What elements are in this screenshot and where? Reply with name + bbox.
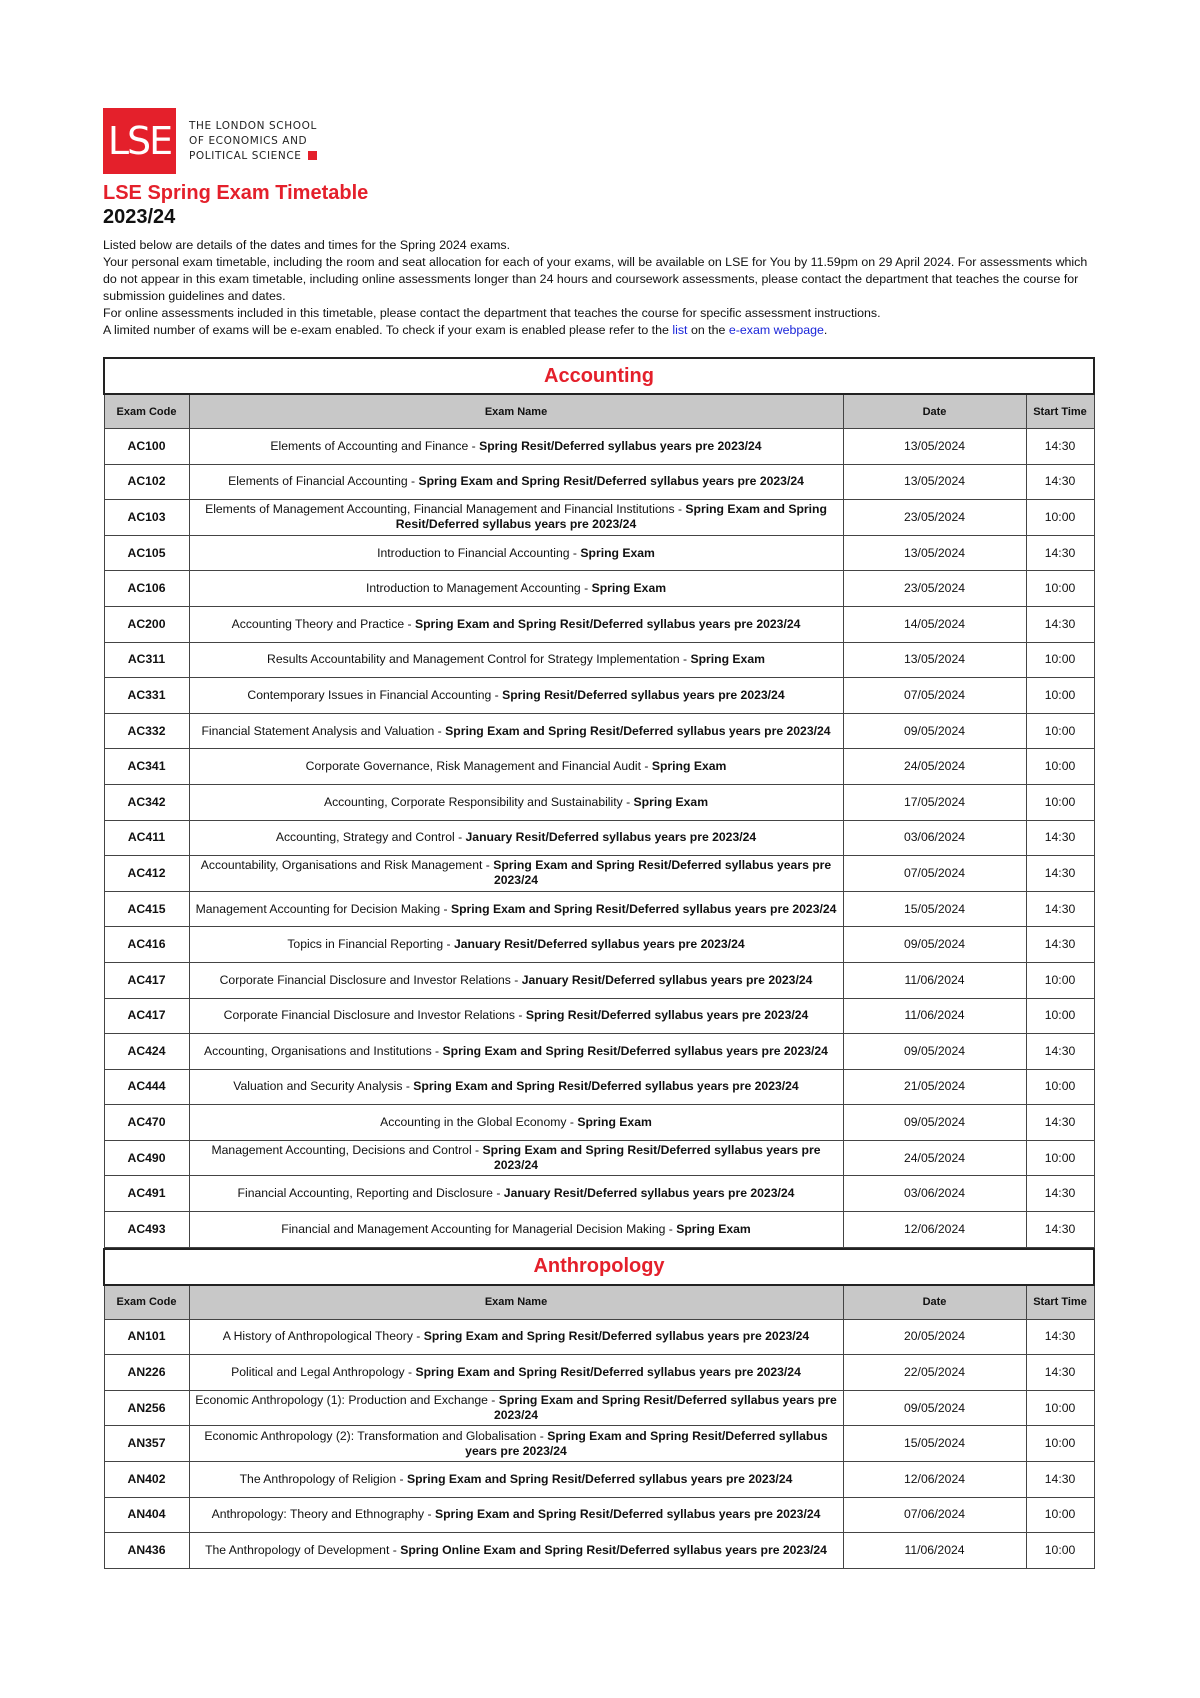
exam-date: 23/05/2024 bbox=[843, 500, 1026, 536]
exam-name: Corporate Governance, Risk Management and Financial Audit bbox=[305, 759, 641, 774]
exam-name-cell: Accounting in the Global Economy - Spring Exam bbox=[189, 1105, 843, 1141]
exam-name-cell: Elements of Accounting and Finance - Spring Resit/Deferred syllabus years pre 2023/24 bbox=[189, 429, 843, 465]
exam-code: AC106 bbox=[104, 571, 189, 607]
exam-start-time: 10:00 bbox=[1026, 1390, 1094, 1426]
exam-code: AC103 bbox=[104, 500, 189, 536]
table-row bbox=[104, 1212, 1094, 1248]
exam-name: Financial Accounting, Reporting and Disclosure bbox=[237, 1186, 493, 1201]
column-header-row bbox=[104, 1285, 1094, 1320]
exam-name: Accounting, Corporate Responsibility and Sustainability bbox=[323, 794, 623, 809]
exam-name: The Anthropology of Development bbox=[205, 1543, 390, 1558]
exam-name-cell: Contemporary Issues in Financial Accounting - Spring Resit/Deferred syllabus years pre 2023/24 bbox=[189, 678, 843, 714]
logo-line: THE LONDON SCHOOL bbox=[189, 119, 317, 132]
table-row bbox=[104, 1462, 1094, 1498]
exam-name: Accounting in the Global Economy bbox=[380, 1115, 567, 1130]
exam-start-time: 14:30 bbox=[1026, 891, 1094, 927]
exam-type: Spring Resit/Deferred syllabus years pre 2023/24 bbox=[525, 1008, 809, 1023]
exam-type: Spring Exam and Spring Resit/Deferred syllabus years pre 2023/24 bbox=[442, 1043, 828, 1058]
table-row bbox=[104, 1355, 1094, 1391]
exam-table bbox=[103, 357, 1095, 1248]
table-row bbox=[104, 1069, 1094, 1105]
table-row bbox=[104, 962, 1094, 998]
logo-mark: LSE bbox=[103, 108, 176, 174]
exam-start-time: 14:30 bbox=[1026, 1105, 1094, 1141]
exam-name: Corporate Financial Disclosure and Investor Relations bbox=[223, 1008, 515, 1023]
intro-line: Your personal exam timetable, including the room and seat allocation for each of your exams, will be available on LSE for You by 11.59pm on 29 April 2024. For assessments which do not appear in this exam timetable, including online assessments longer than 24 hours and coursework assessments, please contact the department that teaches the course for submission guidelines and dates. bbox=[103, 255, 1088, 303]
table-row bbox=[104, 1140, 1094, 1176]
exam-type: January Resit/Deferred syllabus years pre 2023/24 bbox=[465, 830, 757, 845]
table-row bbox=[104, 998, 1094, 1034]
exam-date: 24/05/2024 bbox=[843, 1140, 1026, 1176]
exam-date: 14/05/2024 bbox=[843, 606, 1026, 642]
exam-name: Accountability, Organisations and Risk Management bbox=[200, 858, 483, 873]
intro-text bbox=[103, 237, 1093, 339]
exam-name-cell: Anthropology: Theory and Ethnography - Spring Exam and Spring Resit/Deferred syllabus years pre 2023/24 bbox=[189, 1497, 843, 1533]
table-row bbox=[104, 856, 1094, 892]
exam-type: Spring Exam and Spring Resit/Deferred syllabus years pre 2023/24 bbox=[493, 858, 832, 888]
exam-date: 24/05/2024 bbox=[843, 749, 1026, 785]
section-anthropology bbox=[103, 1248, 1093, 1569]
exam-name: Valuation and Security Analysis bbox=[233, 1079, 403, 1094]
exam-code: AC200 bbox=[104, 606, 189, 642]
exam-code: AC100 bbox=[104, 429, 189, 465]
exam-code: AC331 bbox=[104, 678, 189, 714]
exam-type: Spring Exam and Spring Resit/Deferred syllabus years pre 2023/24 bbox=[414, 616, 801, 631]
exam-date: 12/06/2024 bbox=[843, 1212, 1026, 1248]
exam-name-cell: Management Accounting for Decision Making - Spring Exam and Spring Resit/Deferred syllabus years pre 2023/24 bbox=[189, 891, 843, 927]
table-row bbox=[104, 1319, 1094, 1355]
exam-start-time: 10:00 bbox=[1026, 962, 1094, 998]
exam-date: 11/06/2024 bbox=[843, 998, 1026, 1034]
exam-name-cell: Financial Statement Analysis and Valuation - Spring Exam and Spring Resit/Deferred syllabus years pre 2023/24 bbox=[189, 713, 843, 749]
exam-type: January Resit/Deferred syllabus years pre 2023/24 bbox=[503, 1186, 795, 1201]
exam-name-cell: Financial Accounting, Reporting and Disclosure - January Resit/Deferred syllabus years pre 2023/24 bbox=[189, 1176, 843, 1212]
intro-text-span: on the bbox=[687, 323, 729, 337]
exam-name: Introduction to Management Accounting bbox=[365, 581, 581, 596]
exam-start-time: 14:30 bbox=[1026, 464, 1094, 500]
exam-name-cell: Elements of Financial Accounting - Spring Exam and Spring Resit/Deferred syllabus years pre 2023/24 bbox=[189, 464, 843, 500]
exam-type: Spring Exam and Spring Resit/Deferred syllabus years pre 2023/24 bbox=[493, 1393, 837, 1423]
exam-name: Economic Anthropology (2): Transformation and Globalisation bbox=[204, 1428, 537, 1443]
exam-code: AC342 bbox=[104, 784, 189, 820]
table-row bbox=[104, 820, 1094, 856]
exam-type: Spring Exam bbox=[591, 581, 667, 596]
exam-date: 20/05/2024 bbox=[843, 1319, 1026, 1355]
exam-code: AC105 bbox=[104, 535, 189, 571]
table-row bbox=[104, 464, 1094, 500]
exam-code: AC411 bbox=[104, 820, 189, 856]
exam-start-time: 10:00 bbox=[1026, 749, 1094, 785]
exam-type: Spring Exam and Spring Resit/Deferred syllabus years pre 2023/24 bbox=[482, 1143, 821, 1173]
exam-date: 21/05/2024 bbox=[843, 1069, 1026, 1105]
exam-date: 13/05/2024 bbox=[843, 535, 1026, 571]
exam-type: Spring Exam and Spring Resit/Deferred syllabus years pre 2023/24 bbox=[406, 1471, 793, 1486]
exam-name-cell: Accounting, Organisations and Institutions - Spring Exam and Spring Resit/Deferred syllabus years pre 2023/24 bbox=[189, 1034, 843, 1070]
exam-start-time: 14:30 bbox=[1026, 927, 1094, 963]
exam-date: 11/06/2024 bbox=[843, 1533, 1026, 1569]
logo-line bbox=[189, 149, 317, 164]
exam-code: AC470 bbox=[104, 1105, 189, 1141]
table-row bbox=[104, 1533, 1094, 1569]
exam-date: 09/05/2024 bbox=[843, 1390, 1026, 1426]
intro-line: For online assessments included in this timetable, please contact the department that teaches the course for specific assessment instructions. bbox=[103, 306, 881, 320]
table-row bbox=[104, 891, 1094, 927]
exam-name: Management Accounting, Decisions and Control bbox=[211, 1143, 472, 1158]
table-row bbox=[104, 678, 1094, 714]
exam-date: 13/05/2024 bbox=[843, 464, 1026, 500]
exam-code: AC341 bbox=[104, 749, 189, 785]
col-header-time: Start Time bbox=[1026, 394, 1094, 429]
table-row bbox=[104, 784, 1094, 820]
exam-start-time: 14:30 bbox=[1026, 535, 1094, 571]
timetable-sections bbox=[103, 357, 1093, 1569]
exam-name: Elements of Financial Accounting bbox=[228, 474, 408, 489]
exam-code: AC311 bbox=[104, 642, 189, 678]
exam-code: AC424 bbox=[104, 1034, 189, 1070]
exam-type: Spring Exam and Spring Resit/Deferred syllabus years pre 2023/24 bbox=[434, 1507, 821, 1522]
exam-name-cell: Introduction to Financial Accounting - Spring Exam bbox=[189, 535, 843, 571]
exam-name-cell: A History of Anthropological Theory - Spring Exam and Spring Resit/Deferred syllabus years pre 2023/24 bbox=[189, 1319, 843, 1355]
exam-code: AN101 bbox=[104, 1319, 189, 1355]
exam-code: AC415 bbox=[104, 891, 189, 927]
exam-date: 09/05/2024 bbox=[843, 1034, 1026, 1070]
table-row bbox=[104, 606, 1094, 642]
logo-line: OF ECONOMICS AND bbox=[189, 134, 308, 147]
exam-code: AC493 bbox=[104, 1212, 189, 1248]
table-row bbox=[104, 927, 1094, 963]
exam-date: 12/06/2024 bbox=[843, 1462, 1026, 1498]
exam-name: Anthropology: Theory and Ethnography bbox=[211, 1507, 425, 1522]
exam-start-time: 10:00 bbox=[1026, 1533, 1094, 1569]
exam-name: Contemporary Issues in Financial Accounting bbox=[247, 687, 492, 702]
exam-code: AN436 bbox=[104, 1533, 189, 1569]
exam-code: AC417 bbox=[104, 962, 189, 998]
exam-start-time: 10:00 bbox=[1026, 1426, 1094, 1462]
table-row bbox=[104, 713, 1094, 749]
section-title-row bbox=[104, 358, 1094, 394]
table-row bbox=[104, 535, 1094, 571]
exam-code: AC412 bbox=[104, 856, 189, 892]
exam-date: 07/06/2024 bbox=[843, 1497, 1026, 1533]
exam-date: 09/05/2024 bbox=[843, 1105, 1026, 1141]
exam-start-time: 14:30 bbox=[1026, 606, 1094, 642]
document-page bbox=[103, 108, 1093, 1569]
exam-code: AC416 bbox=[104, 927, 189, 963]
logo-square-icon bbox=[308, 151, 317, 160]
column-header-row bbox=[104, 394, 1094, 429]
exam-code: AC491 bbox=[104, 1176, 189, 1212]
table-row bbox=[104, 571, 1094, 607]
exam-date: 22/05/2024 bbox=[843, 1355, 1026, 1391]
exam-code: AN404 bbox=[104, 1497, 189, 1533]
exam-type: Spring Resit/Deferred syllabus years pre 2023/24 bbox=[502, 687, 785, 702]
exam-date: 23/05/2024 bbox=[843, 571, 1026, 607]
exam-name: Accounting, Strategy and Control bbox=[275, 830, 455, 845]
col-header-code: Exam Code bbox=[104, 1285, 189, 1320]
table-row bbox=[104, 1034, 1094, 1070]
exam-type: Spring Exam bbox=[690, 652, 765, 667]
exam-start-time: 14:30 bbox=[1026, 1462, 1094, 1498]
exam-type: Spring Exam bbox=[651, 759, 727, 774]
exam-name-cell: Accounting, Strategy and Control - January Resit/Deferred syllabus years pre 2023/24 bbox=[189, 820, 843, 856]
table-row bbox=[104, 1497, 1094, 1533]
section-title-row bbox=[104, 1249, 1094, 1285]
exam-code: AC102 bbox=[104, 464, 189, 500]
exam-start-time: 14:30 bbox=[1026, 1355, 1094, 1391]
exam-date: 07/05/2024 bbox=[843, 856, 1026, 892]
exam-name-cell: Topics in Financial Reporting - January Resit/Deferred syllabus years pre 2023/24 bbox=[189, 927, 843, 963]
list-link[interactable]: list bbox=[672, 323, 688, 337]
exam-name-cell: Valuation and Security Analysis - Spring Exam and Spring Resit/Deferred syllabus years pre 2023/24 bbox=[189, 1069, 843, 1105]
exam-type: Spring Exam bbox=[580, 545, 655, 560]
exam-name: Topics in Financial Reporting bbox=[287, 937, 444, 952]
exam-name-cell: Results Accountability and Management Control for Strategy Implementation - Spring Exam bbox=[189, 642, 843, 678]
exam-name-cell: Accounting Theory and Practice - Spring Exam and Spring Resit/Deferred syllabus years pre 2023/24 bbox=[189, 606, 843, 642]
exam-name: Accounting Theory and Practice bbox=[231, 616, 405, 631]
exam-name: Financial and Management Accounting for Managerial Decision Making bbox=[281, 1221, 666, 1236]
exam-date: 13/05/2024 bbox=[843, 429, 1026, 465]
exam-name: Economic Anthropology (1): Production and Exchange bbox=[195, 1393, 488, 1408]
logo-line-text: POLITICAL SCIENCE bbox=[189, 149, 302, 162]
exam-start-time: 14:30 bbox=[1026, 856, 1094, 892]
intro-line: Listed below are details of the dates and times for the Spring 2024 exams. bbox=[103, 238, 511, 252]
table-row bbox=[104, 749, 1094, 785]
exam-start-time: 10:00 bbox=[1026, 1140, 1094, 1176]
exam-name-cell: The Anthropology of Development - Spring Online Exam and Spring Resit/Deferred syllabus years pre 2023/24 bbox=[189, 1533, 843, 1569]
exam-name: Financial Statement Analysis and Valuation bbox=[201, 723, 435, 738]
exam-code: AN256 bbox=[104, 1390, 189, 1426]
exam-date: 09/05/2024 bbox=[843, 713, 1026, 749]
exam-name: Elements of Management Accounting, Financial Management and Financial Institutions bbox=[205, 502, 675, 517]
exam-type: Spring Exam and Spring Resit/Deferred syllabus years pre 2023/24 bbox=[465, 1428, 828, 1458]
table-row bbox=[104, 500, 1094, 536]
exam-code: AC444 bbox=[104, 1069, 189, 1105]
lse-logo bbox=[103, 108, 1093, 174]
exam-type: Spring Exam and Spring Resit/Deferred syllabus years pre 2023/24 bbox=[413, 1079, 799, 1094]
col-header-name: Exam Name bbox=[189, 394, 843, 429]
exam-type: Spring Exam and Spring Resit/Deferred syllabus years pre 2023/24 bbox=[450, 901, 837, 916]
exam-type: Spring Online Exam and Spring Resit/Deferred syllabus years pre 2023/24 bbox=[400, 1543, 827, 1558]
exam-name-cell: Elements of Management Accounting, Financial Management and Financial Institutions - Spring Exam and Spring Resit/Deferred syllabus years pre 2023/24 bbox=[189, 500, 843, 536]
exam-name: Management Accounting for Decision Making bbox=[195, 901, 441, 916]
exam-type: Spring Exam and Spring Resit/Deferred syllabus years pre 2023/24 bbox=[418, 474, 804, 489]
exam-date: 09/05/2024 bbox=[843, 927, 1026, 963]
exam-name-cell: Accountability, Organisations and Risk Management - Spring Exam and Spring Resit/Deferred syllabus years pre 2023/24 bbox=[189, 856, 843, 892]
exam-type: Spring Exam and Spring Resit/Deferred syllabus years pre 2023/24 bbox=[445, 723, 831, 738]
exam-name: Political and Legal Anthropology bbox=[231, 1365, 405, 1380]
section-accounting bbox=[103, 357, 1093, 1248]
table-row bbox=[104, 1105, 1094, 1141]
exam-start-time: 14:30 bbox=[1026, 1034, 1094, 1070]
table-row bbox=[104, 642, 1094, 678]
exam-name-cell: Economic Anthropology (2): Transformation and Globalisation - Spring Exam and Spring Resit/Deferred syllabus years pre 2023/24 bbox=[189, 1426, 843, 1462]
exam-name: Elements of Accounting and Finance bbox=[270, 438, 469, 453]
exam-type: January Resit/Deferred syllabus years pre 2023/24 bbox=[521, 972, 813, 987]
exam-name-cell: Management Accounting, Decisions and Control - Spring Exam and Spring Resit/Deferred syllabus years pre 2023/24 bbox=[189, 1140, 843, 1176]
exam-type: Spring Resit/Deferred syllabus years pre 2023/24 bbox=[479, 438, 762, 453]
exam-date: 13/05/2024 bbox=[843, 642, 1026, 678]
exam-type: Spring Exam and Spring Resit/Deferred syllabus years pre 2023/24 bbox=[423, 1329, 810, 1344]
intro-text-span: A limited number of exams will be e-exam enabled. To check if your exam is enabled please refer to the bbox=[103, 323, 673, 337]
exam-code: AC332 bbox=[104, 713, 189, 749]
table-row bbox=[104, 1390, 1094, 1426]
exam-name-cell: Corporate Financial Disclosure and Investor Relations - January Resit/Deferred syllabus years pre 2023/24 bbox=[189, 962, 843, 998]
exam-start-time: 14:30 bbox=[1026, 820, 1094, 856]
section-title: Accounting bbox=[104, 358, 1094, 394]
exam-type: Spring Exam bbox=[633, 794, 709, 809]
exam-name-cell: Corporate Governance, Risk Management and Financial Audit - Spring Exam bbox=[189, 749, 843, 785]
exam-start-time: 10:00 bbox=[1026, 571, 1094, 607]
exam-start-time: 14:30 bbox=[1026, 1319, 1094, 1355]
exam-type: Spring Exam bbox=[676, 1221, 751, 1236]
intro-text-span: . bbox=[823, 323, 828, 337]
page-title: LSE Spring Exam Timetable bbox=[103, 182, 369, 204]
exam-start-time: 10:00 bbox=[1026, 642, 1094, 678]
col-header-date: Date bbox=[843, 394, 1026, 429]
exam-date: 15/05/2024 bbox=[843, 891, 1026, 927]
e-exam-webpage-link[interactable]: e-exam webpage bbox=[728, 323, 824, 337]
exam-start-time: 10:00 bbox=[1026, 784, 1094, 820]
exam-start-time: 14:30 bbox=[1026, 1176, 1094, 1212]
exam-type: Spring Exam and Spring Resit/Deferred syllabus years pre 2023/24 bbox=[395, 502, 827, 532]
table-row bbox=[104, 429, 1094, 465]
exam-type: January Resit/Deferred syllabus years pre 2023/24 bbox=[454, 937, 745, 952]
exam-name: Results Accountability and Management Control for Strategy Implementation bbox=[267, 652, 680, 667]
exam-code: AC417 bbox=[104, 998, 189, 1034]
col-header-date: Date bbox=[843, 1285, 1026, 1320]
logo-wordmark bbox=[189, 119, 317, 164]
academic-year: 2023/24 bbox=[103, 206, 176, 228]
exam-type: Spring Exam and Spring Resit/Deferred syllabus years pre 2023/24 bbox=[415, 1365, 801, 1380]
exam-type: Spring Exam bbox=[577, 1115, 652, 1130]
exam-start-time: 10:00 bbox=[1026, 713, 1094, 749]
exam-name: Introduction to Financial Accounting bbox=[377, 545, 570, 560]
section-title: Anthropology bbox=[104, 1249, 1094, 1285]
exam-name-cell: The Anthropology of Religion - Spring Exam and Spring Resit/Deferred syllabus years pre 2023/24 bbox=[189, 1462, 843, 1498]
exam-date: 07/05/2024 bbox=[843, 678, 1026, 714]
exam-start-time: 10:00 bbox=[1026, 998, 1094, 1034]
exam-name-cell: Corporate Financial Disclosure and Investor Relations - Spring Resit/Deferred syllabus years pre 2023/24 bbox=[189, 998, 843, 1034]
table-row bbox=[104, 1176, 1094, 1212]
intro-line bbox=[103, 322, 1093, 339]
exam-date: 03/06/2024 bbox=[843, 1176, 1026, 1212]
exam-code: AN226 bbox=[104, 1355, 189, 1391]
col-header-code: Exam Code bbox=[104, 394, 189, 429]
exam-date: 15/05/2024 bbox=[843, 1426, 1026, 1462]
table-row bbox=[104, 1426, 1094, 1462]
exam-name-cell: Political and Legal Anthropology - Spring Exam and Spring Resit/Deferred syllabus years pre 2023/24 bbox=[189, 1355, 843, 1391]
col-header-time: Start Time bbox=[1026, 1285, 1094, 1320]
exam-date: 11/06/2024 bbox=[843, 962, 1026, 998]
exam-name: A History of Anthropological Theory bbox=[222, 1329, 413, 1344]
exam-start-time: 10:00 bbox=[1026, 678, 1094, 714]
exam-start-time: 10:00 bbox=[1026, 500, 1094, 536]
exam-name-cell: Economic Anthropology (1): Production and Exchange - Spring Exam and Spring Resit/Deferred syllabus years pre 2023/24 bbox=[189, 1390, 843, 1426]
exam-code: AC490 bbox=[104, 1140, 189, 1176]
exam-name-cell: Accounting, Corporate Responsibility and Sustainability - Spring Exam bbox=[189, 784, 843, 820]
exam-date: 03/06/2024 bbox=[843, 820, 1026, 856]
exam-start-time: 10:00 bbox=[1026, 1497, 1094, 1533]
exam-code: AN357 bbox=[104, 1426, 189, 1462]
exam-name-cell: Introduction to Management Accounting - Spring Exam bbox=[189, 571, 843, 607]
col-header-name: Exam Name bbox=[189, 1285, 843, 1320]
exam-name: The Anthropology of Religion bbox=[239, 1471, 397, 1486]
exam-name-cell: Financial and Management Accounting for Managerial Decision Making - Spring Exam bbox=[189, 1212, 843, 1248]
exam-start-time: 14:30 bbox=[1026, 1212, 1094, 1248]
exam-start-time: 14:30 bbox=[1026, 429, 1094, 465]
exam-code: AN402 bbox=[104, 1462, 189, 1498]
exam-date: 17/05/2024 bbox=[843, 784, 1026, 820]
exam-start-time: 10:00 bbox=[1026, 1069, 1094, 1105]
exam-name: Accounting, Organisations and Institutions bbox=[204, 1043, 432, 1058]
exam-table bbox=[103, 1248, 1095, 1569]
exam-name: Corporate Financial Disclosure and Investor Relations bbox=[219, 972, 511, 987]
